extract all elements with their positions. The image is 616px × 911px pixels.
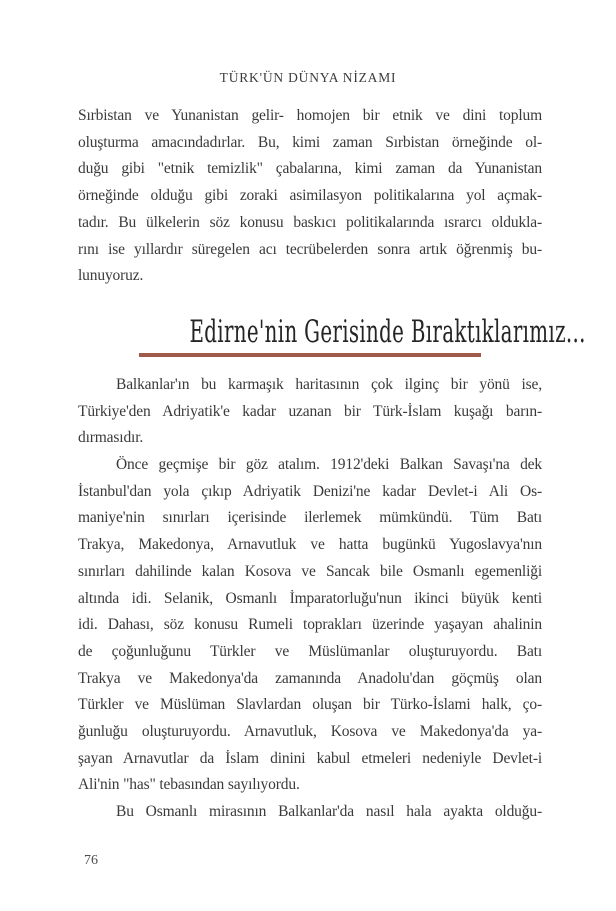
text-line: ğunluğu oluşturuyordu. Arnavutluk, Kosova ve Makedonya'da ya-	[78, 723, 542, 741]
text-line: Trakya, Makedonya, Arnavutluk ve hatta bugünkü Yugoslavya'nın	[78, 536, 542, 554]
text-line: rını ise yıllardır süregelen acı tecrübelerden sonra artık öğrenmiş bu-	[78, 240, 542, 258]
running-header: TÜRK'ÜN DÜNYA NİZAMI	[219, 70, 397, 85]
text-line: Trakya ve Makedonya'da zamanında Anadolu'dan göçmüş olan	[78, 669, 542, 687]
text-line: maniye'nin sınırları içerisinde ilerlemek mümkündü. Tüm Batı	[78, 509, 542, 527]
text-line: oluşturma amacındadırlar. Bu, kimi zaman Sırbistan örneğinde ol-	[78, 133, 542, 151]
text-line: idi. Dahası, söz konusu Rumeli toprakları üzerinde yaşayan ahalinin	[78, 616, 542, 634]
text-line: tadır. Bu ülkelerin söz konusu baskıcı politikalarında ısrarcı oldukla-	[78, 213, 542, 231]
text-line: Bu Osmanlı mirasının Balkanlar'da nasıl hala ayakta olduğu-	[116, 803, 542, 821]
text-line: duğu gibi "etnik temizlik" çabalarına, kimi zaman da Yunanistan	[78, 160, 542, 178]
text-line: İstanbul'dan yola çıkıp Adriyatik Denizi'ne kadar Devlet-i Ali Os-	[78, 482, 542, 500]
text-line: Türkler ve Müslüman Slavlardan oluşan bir Türko-İslami halk, ço-	[78, 696, 542, 714]
text-line: lunuyoruz.	[78, 267, 144, 285]
text-line: Türkiye'den Adriyatik'e kadar uzanan bir Türk-İslam kuşağı barın-	[78, 402, 542, 420]
text-line: sınırları dahilinde kalan Kosova ve Sancak bile Osmanlı egemenliği	[78, 562, 542, 580]
section-heading-block	[78, 312, 586, 357]
section-heading: Edirne'nin Gerisinde Bıraktıklarımız...	[189, 313, 586, 350]
text-line: örneğinde olduğu gibi zoraki asimilasyon politikalarına yol açmak-	[78, 187, 542, 205]
page-number: 76	[84, 853, 98, 868]
text-line: altında idi. Selanik, Osmanlı İmparatorluğu'nun ikinci büyük kenti	[78, 589, 542, 607]
text-line: Balkanlar'ın bu karmaşık haritasının çok ilginç bir yönü ise,	[116, 375, 542, 393]
text-line: dırmasıdır.	[78, 429, 144, 447]
text-line: de çoğunluğunu Türkler ve Müslümanlar oluşturuyordu. Batı	[78, 642, 542, 660]
text-line: şayan Arnavutlar da İslam dinini kabul etmeleri nedeniyle Devlet-i	[78, 749, 542, 767]
text-line: Ali'nin "has" tebasından sayılıyordu.	[78, 776, 300, 794]
body-text	[78, 103, 586, 826]
text-line: Sırbistan ve Yunanistan gelir- homojen bir etnik ve dini toplum	[78, 107, 542, 124]
section-heading-underline	[139, 353, 481, 357]
text-line: Önce geçmişe bir göz atalım. 1912'deki Balkan Savaşı'na dek	[116, 456, 542, 474]
